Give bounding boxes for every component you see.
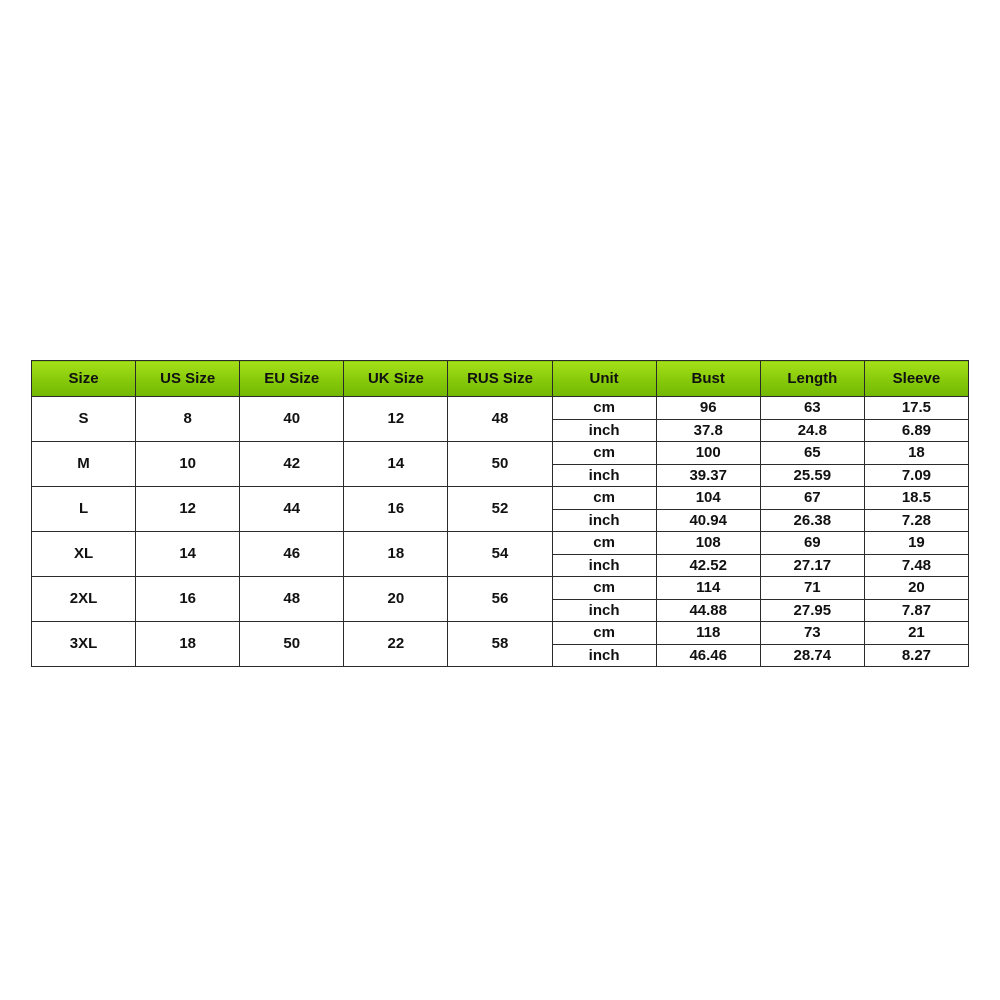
header-length: Length [760,361,864,397]
sleeve-cell: 7.87 [864,599,968,622]
sleeve-cell: 18 [864,442,968,465]
sleeve-cell: 6.89 [864,419,968,442]
unit-cell: inch [552,419,656,442]
rus-size-cell: 48 [448,397,552,442]
length-cell: 28.74 [760,644,864,667]
rus-size-cell: 52 [448,487,552,532]
header-us-size: US Size [136,361,240,397]
eu-size-cell: 40 [240,397,344,442]
sleeve-cell: 19 [864,532,968,555]
length-cell: 71 [760,577,864,600]
sleeve-cell: 21 [864,622,968,645]
length-cell: 25.59 [760,464,864,487]
size-cell: S [32,397,136,442]
length-cell: 26.38 [760,509,864,532]
header-size: Size [32,361,136,397]
header-row [32,361,969,397]
bust-cell: 39.37 [656,464,760,487]
bust-cell: 44.88 [656,599,760,622]
eu-size-cell: 48 [240,577,344,622]
sleeve-cell: 20 [864,577,968,600]
us-size-cell: 18 [136,622,240,667]
size-cell: XL [32,532,136,577]
rus-size-cell: 54 [448,532,552,577]
length-cell: 69 [760,532,864,555]
rus-size-cell: 56 [448,577,552,622]
length-cell: 73 [760,622,864,645]
unit-cell: inch [552,509,656,532]
table-row [32,532,969,555]
eu-size-cell: 46 [240,532,344,577]
us-size-cell: 12 [136,487,240,532]
size-cell: 2XL [32,577,136,622]
eu-size-cell: 42 [240,442,344,487]
bust-cell: 96 [656,397,760,420]
bust-cell: 118 [656,622,760,645]
header-bust: Bust [656,361,760,397]
bust-cell: 37.8 [656,419,760,442]
bust-cell: 42.52 [656,554,760,577]
unit-cell: cm [552,442,656,465]
table-row [32,397,969,420]
unit-cell: cm [552,532,656,555]
size-cell: L [32,487,136,532]
header-eu-size: EU Size [240,361,344,397]
unit-cell: cm [552,622,656,645]
bust-cell: 108 [656,532,760,555]
us-size-cell: 16 [136,577,240,622]
length-cell: 24.8 [760,419,864,442]
unit-cell: inch [552,464,656,487]
unit-cell: inch [552,599,656,622]
unit-cell: cm [552,577,656,600]
uk-size-cell: 18 [344,532,448,577]
bust-cell: 100 [656,442,760,465]
size-cell: M [32,442,136,487]
us-size-cell: 14 [136,532,240,577]
sleeve-cell: 18.5 [864,487,968,510]
length-cell: 27.95 [760,599,864,622]
size-cell: 3XL [32,622,136,667]
sleeve-cell: 8.27 [864,644,968,667]
uk-size-cell: 22 [344,622,448,667]
eu-size-cell: 50 [240,622,344,667]
sleeve-cell: 7.09 [864,464,968,487]
rus-size-cell: 58 [448,622,552,667]
unit-cell: cm [552,397,656,420]
sleeve-cell: 7.28 [864,509,968,532]
table-row [32,577,969,600]
table-row [32,487,969,510]
size-chart-header [32,361,969,397]
header-rus-size: RUS Size [448,361,552,397]
bust-cell: 40.94 [656,509,760,532]
length-cell: 27.17 [760,554,864,577]
bust-cell: 46.46 [656,644,760,667]
eu-size-cell: 44 [240,487,344,532]
unit-cell: cm [552,487,656,510]
length-cell: 63 [760,397,864,420]
rus-size-cell: 50 [448,442,552,487]
length-cell: 65 [760,442,864,465]
uk-size-cell: 14 [344,442,448,487]
uk-size-cell: 20 [344,577,448,622]
header-uk-size: UK Size [344,361,448,397]
us-size-cell: 10 [136,442,240,487]
bust-cell: 104 [656,487,760,510]
table-row [32,442,969,465]
us-size-cell: 8 [136,397,240,442]
header-unit: Unit [552,361,656,397]
size-chart-table [31,360,969,667]
length-cell: 67 [760,487,864,510]
uk-size-cell: 16 [344,487,448,532]
header-sleeve: Sleeve [864,361,968,397]
unit-cell: inch [552,554,656,577]
uk-size-cell: 12 [344,397,448,442]
sleeve-cell: 7.48 [864,554,968,577]
table-row [32,622,969,645]
unit-cell: inch [552,644,656,667]
bust-cell: 114 [656,577,760,600]
sleeve-cell: 17.5 [864,397,968,420]
size-chart-body [32,397,969,667]
